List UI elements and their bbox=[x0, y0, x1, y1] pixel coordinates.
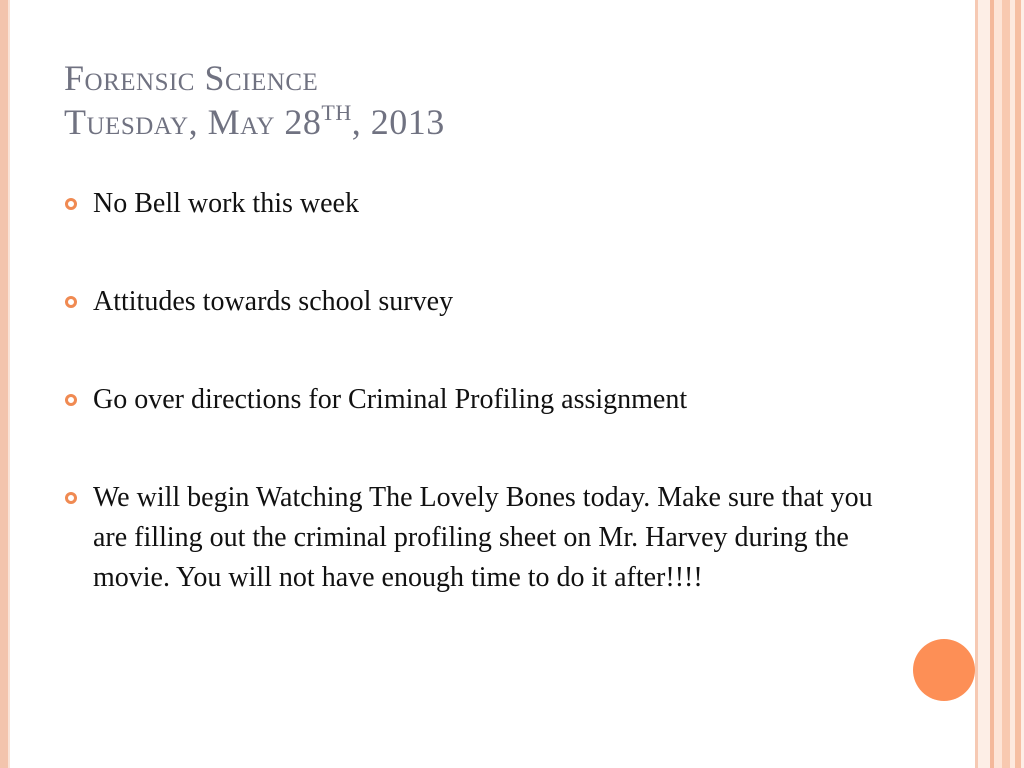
title-date-prefix: Tuesday, May 28 bbox=[64, 102, 322, 142]
stripe bbox=[978, 0, 990, 768]
bullet-icon bbox=[65, 492, 77, 504]
bullet-list bbox=[62, 184, 892, 598]
slide-title bbox=[64, 56, 944, 144]
bullet-icon bbox=[65, 296, 77, 308]
orange-circle-decoration bbox=[913, 639, 975, 701]
bullet-text: Attitudes towards school survey bbox=[93, 286, 454, 317]
bullet-item bbox=[62, 478, 892, 598]
left-border-decoration bbox=[0, 0, 8, 768]
bullet-item bbox=[62, 282, 892, 322]
bullet-text: Go over directions for Criminal Profiling assignment bbox=[93, 384, 688, 415]
title-date-superscript: TH bbox=[321, 100, 352, 125]
right-stripe-decoration bbox=[975, 0, 1024, 768]
bullet-item bbox=[62, 380, 892, 420]
bullet-icon bbox=[65, 198, 77, 210]
stripe bbox=[1002, 0, 1010, 768]
bullet-text: We will begin Watching The Lovely Bones today. Make sure that you are filling out the criminal profiling sheet on Mr. Harvey during the movie. You will not have enough time to do it after!!!! bbox=[93, 482, 873, 593]
bullet-text: No Bell work this week bbox=[93, 188, 359, 219]
title-date-suffix: , 2013 bbox=[351, 102, 445, 142]
left-border-inner bbox=[8, 0, 10, 768]
bullet-icon bbox=[65, 394, 77, 406]
title-line-1: Forensic Science bbox=[64, 58, 319, 98]
title-line-2 bbox=[64, 100, 944, 144]
bullet-item bbox=[62, 184, 892, 224]
stripe bbox=[994, 0, 1002, 768]
